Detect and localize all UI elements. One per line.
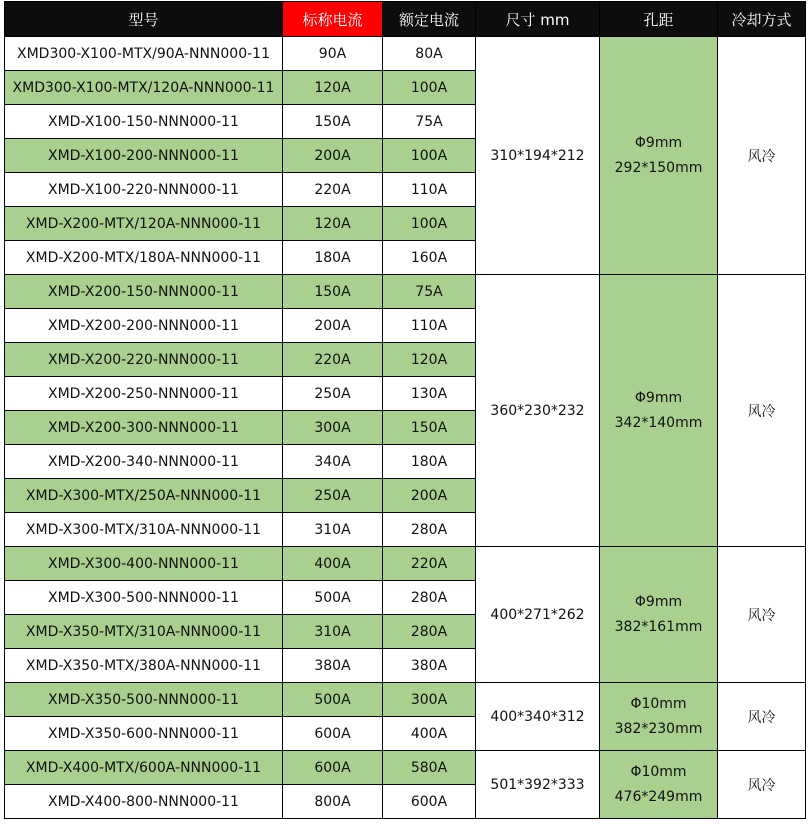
- hole-diameter: Φ10mm: [630, 695, 687, 712]
- model-cell: XMD300-X100-MTX/120A-NNN000-11: [5, 71, 283, 105]
- size-cell: 400*340*312: [476, 683, 600, 751]
- model-cell: XMD-X300-MTX/250A-NNN000-11: [5, 479, 283, 513]
- rated-current-cell: 150A: [383, 411, 476, 445]
- rated-current-cell: 200A: [383, 479, 476, 513]
- hole-diameter: Φ9mm: [634, 593, 683, 610]
- hole-spacing: 382*230mm: [614, 720, 703, 737]
- nominal-current-cell: 800A: [283, 785, 383, 819]
- model-cell: XMD-X350-MTX/380A-NNN000-11: [5, 649, 283, 683]
- nominal-current-cell: 310A: [283, 513, 383, 547]
- model-cell: XMD-X300-MTX/310A-NNN000-11: [5, 513, 283, 547]
- nominal-current-cell: 380A: [283, 649, 383, 683]
- rated-current-cell: 280A: [383, 513, 476, 547]
- rated-current-cell: 380A: [383, 649, 476, 683]
- model-cell: XMD-X350-MTX/310A-NNN000-11: [5, 615, 283, 649]
- nominal-current-cell: 120A: [283, 207, 383, 241]
- model-cell: XMD-X100-200-NNN000-11: [5, 139, 283, 173]
- header-model: 型号: [5, 2, 283, 37]
- cooling-cell: 风冷: [718, 275, 806, 547]
- nominal-current-cell: 300A: [283, 411, 383, 445]
- hole-diameter: Φ10mm: [630, 763, 687, 780]
- model-cell: XMD-X200-MTX/120A-NNN000-11: [5, 207, 283, 241]
- model-cell: XMD-X200-340-NNN000-11: [5, 445, 283, 479]
- nominal-current-cell: 500A: [283, 683, 383, 717]
- rated-current-cell: 130A: [383, 377, 476, 411]
- spec-table: [4, 1, 806, 819]
- model-cell: XMD-X300-400-NNN000-11: [5, 547, 283, 581]
- model-cell: XMD-X100-220-NNN000-11: [5, 173, 283, 207]
- size-cell: 501*392*333: [476, 751, 600, 819]
- model-cell: XMD-X200-250-NNN000-11: [5, 377, 283, 411]
- hole-pitch-cell: [600, 275, 718, 547]
- rated-current-cell: 280A: [383, 581, 476, 615]
- table-row: [5, 751, 806, 785]
- header-hole-pitch: 孔距: [600, 2, 718, 37]
- nominal-current-cell: 150A: [283, 105, 383, 139]
- nominal-current-cell: 340A: [283, 445, 383, 479]
- nominal-current-cell: 90A: [283, 37, 383, 71]
- model-cell: XMD300-X100-MTX/90A-NNN000-11: [5, 37, 283, 71]
- model-cell: XMD-X100-150-NNN000-11: [5, 105, 283, 139]
- hole-diameter: Φ9mm: [634, 389, 683, 406]
- model-cell: XMD-X350-500-NNN000-11: [5, 683, 283, 717]
- hole-pitch-cell: [600, 547, 718, 683]
- hole-spacing: 292*150mm: [614, 159, 703, 176]
- nominal-current-cell: 200A: [283, 139, 383, 173]
- hole-diameter: Φ9mm: [634, 134, 683, 151]
- table-row: [5, 275, 806, 309]
- rated-current-cell: 600A: [383, 785, 476, 819]
- cooling-cell: 风冷: [718, 37, 806, 275]
- nominal-current-cell: 180A: [283, 241, 383, 275]
- nominal-current-cell: 150A: [283, 275, 383, 309]
- rated-current-cell: 400A: [383, 717, 476, 751]
- hole-pitch-cell: [600, 37, 718, 275]
- model-cell: XMD-X200-200-NNN000-11: [5, 309, 283, 343]
- hole-pitch-cell: [600, 751, 718, 819]
- model-cell: XMD-X200-300-NNN000-11: [5, 411, 283, 445]
- rated-current-cell: 75A: [383, 105, 476, 139]
- rated-current-cell: 580A: [383, 751, 476, 785]
- header-size: 尺寸 mm: [476, 2, 600, 37]
- nominal-current-cell: 400A: [283, 547, 383, 581]
- nominal-current-cell: 200A: [283, 309, 383, 343]
- hole-spacing: 342*140mm: [614, 414, 703, 431]
- hole-pitch-cell: [600, 683, 718, 751]
- nominal-current-cell: 310A: [283, 615, 383, 649]
- header-cooling: 冷却方式: [718, 2, 806, 37]
- nominal-current-cell: 250A: [283, 377, 383, 411]
- model-cell: XMD-X350-600-NNN000-11: [5, 717, 283, 751]
- nominal-current-cell: 250A: [283, 479, 383, 513]
- rated-current-cell: 80A: [383, 37, 476, 71]
- nominal-current-cell: 500A: [283, 581, 383, 615]
- cooling-cell: 风冷: [718, 547, 806, 683]
- model-cell: XMD-X400-MTX/600A-NNN000-11: [5, 751, 283, 785]
- model-cell: XMD-X300-500-NNN000-11: [5, 581, 283, 615]
- nominal-current-cell: 120A: [283, 71, 383, 105]
- rated-current-cell: 220A: [383, 547, 476, 581]
- rated-current-cell: 160A: [383, 241, 476, 275]
- rated-current-cell: 75A: [383, 275, 476, 309]
- nominal-current-cell: 600A: [283, 717, 383, 751]
- cooling-cell: 风冷: [718, 751, 806, 819]
- cooling-cell: 风冷: [718, 683, 806, 751]
- rated-current-cell: 100A: [383, 139, 476, 173]
- nominal-current-cell: 600A: [283, 751, 383, 785]
- model-cell: XMD-X200-150-NNN000-11: [5, 275, 283, 309]
- header-nominal-current: 标称电流: [283, 2, 383, 37]
- hole-spacing: 382*161mm: [614, 618, 703, 635]
- model-cell: XMD-X400-800-NNN000-11: [5, 785, 283, 819]
- nominal-current-cell: 220A: [283, 173, 383, 207]
- rated-current-cell: 110A: [383, 173, 476, 207]
- table-row: [5, 547, 806, 581]
- header-row: [5, 2, 806, 37]
- model-cell: XMD-X200-MTX/180A-NNN000-11: [5, 241, 283, 275]
- rated-current-cell: 100A: [383, 71, 476, 105]
- rated-current-cell: 110A: [383, 309, 476, 343]
- hole-spacing: 476*249mm: [614, 788, 703, 805]
- rated-current-cell: 120A: [383, 343, 476, 377]
- rated-current-cell: 280A: [383, 615, 476, 649]
- model-cell: XMD-X200-220-NNN000-11: [5, 343, 283, 377]
- nominal-current-cell: 220A: [283, 343, 383, 377]
- rated-current-cell: 180A: [383, 445, 476, 479]
- size-cell: 310*194*212: [476, 37, 600, 275]
- header-rated-current: 额定电流: [383, 2, 476, 37]
- rated-current-cell: 100A: [383, 207, 476, 241]
- size-cell: 360*230*232: [476, 275, 600, 547]
- table-row: [5, 37, 806, 71]
- size-cell: 400*271*262: [476, 547, 600, 683]
- rated-current-cell: 300A: [383, 683, 476, 717]
- table-row: [5, 683, 806, 717]
